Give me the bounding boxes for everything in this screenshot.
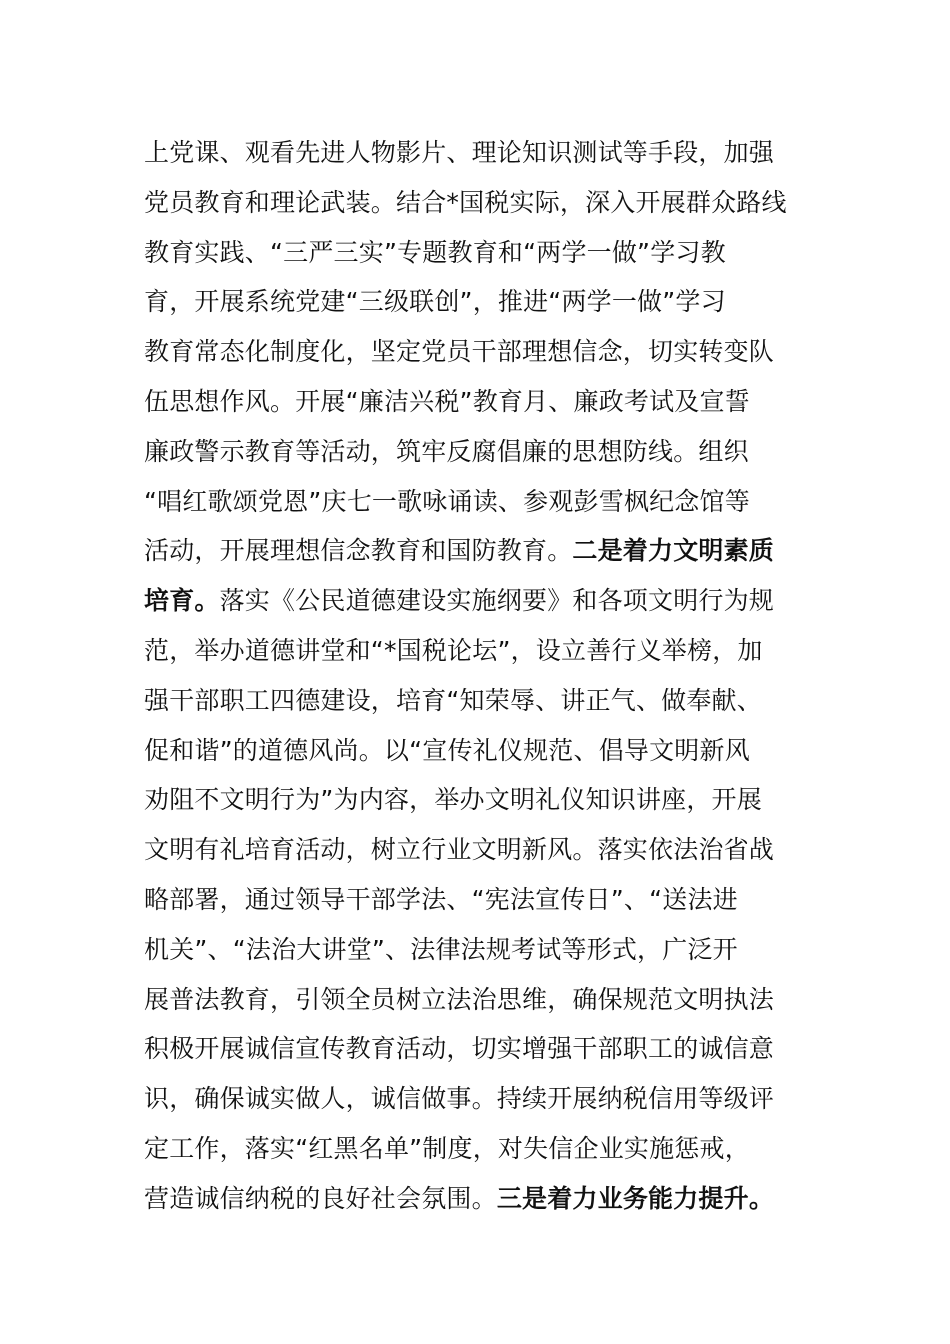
text-line	[144, 1074, 814, 1124]
body-text-segment: 教育常态化制度化，坚定党员干部理想信念，切实转变队	[144, 337, 775, 367]
body-text-segment: “唱红歌颂党恩”庆七一歌咏诵读、参观彭雪枫纪念馆等	[144, 486, 750, 516]
body-text-segment: 定工作，落实“红黑名单”制度，对失信企业实施惩戒，	[144, 1133, 750, 1163]
body-text-segment: 党员教育和理论武装。结合*国税实际，深入开展群众路线	[144, 187, 787, 217]
text-line	[144, 975, 814, 1025]
body-text-segment: 伍思想作风。开展“廉洁兴税”教育月、廉政考试及宣誓	[144, 386, 750, 416]
body-text-segment: 展普法教育，引领全员树立法治思维，确保规范文明执法	[144, 984, 775, 1014]
body-text-segment: 范，举办道德讲堂和“*国税论坛”，设立善行义举榜，加	[144, 635, 763, 665]
text-line	[144, 775, 814, 825]
text-line	[144, 1024, 814, 1074]
body-text-segment: 落实《公民道德建设实施纲要》和各项文明行为规	[219, 586, 775, 616]
text-line	[144, 1124, 814, 1174]
text-line	[144, 676, 814, 726]
text-line	[144, 825, 814, 875]
bold-heading-text: 培育。	[144, 586, 220, 616]
text-line	[144, 277, 814, 327]
text-line	[144, 925, 814, 975]
text-line	[144, 875, 814, 925]
body-text-segment: 教育实践、“三严三实”专题教育和“两学一做”学习教	[144, 237, 726, 267]
body-text-segment: 促和谐”的道德风尚。以“宣传礼仪规范、倡导文明新风	[144, 735, 750, 765]
body-text-segment: 营造诚信纳税的良好社会氛围。	[144, 1183, 497, 1213]
bold-heading-text: 二是着力文明素质	[572, 536, 775, 566]
body-text-segment: 廉政警示教育等活动，筑牢反腐倡廉的思想防线。组织	[144, 436, 749, 466]
text-line	[144, 576, 814, 626]
body-text-segment: 育，开展系统党建“三级联创”，推进“两学一做”学习	[144, 287, 726, 317]
body-text-segment: 略部署，通过领导干部学法、“宪法宣传日”、“送法进	[144, 884, 738, 914]
text-line	[144, 228, 814, 278]
body-text	[144, 128, 814, 1224]
text-line	[144, 626, 814, 676]
bold-heading-text: 三是着力业务能力提升。	[496, 1183, 775, 1213]
text-line	[144, 477, 814, 527]
text-line	[144, 427, 814, 477]
body-text-segment: 文明有礼培育活动，树立行业文明新风。落实依法治省战	[144, 835, 775, 865]
body-text-segment: 强干部职工四德建设，培育“知荣辱、讲正气、做奉献、	[144, 685, 762, 715]
text-line	[144, 526, 814, 576]
body-text-segment: 积极开展诚信宣传教育活动，切实增强干部职工的诚信意	[144, 1034, 775, 1064]
text-line	[144, 327, 814, 377]
text-line	[144, 1174, 814, 1224]
text-line	[144, 178, 814, 228]
text-line	[144, 377, 814, 427]
body-text-segment: 活动，开展理想信念教育和国防教育。	[144, 536, 573, 566]
text-line	[144, 128, 814, 178]
body-text-segment: 机关”、“法治大讲堂”、法律法规考试等形式，广泛开	[144, 934, 738, 964]
body-text-segment: 劝阻不文明行为”为内容，举办文明礼仪知识讲座，开展	[144, 785, 762, 815]
body-text-segment: 上党课、观看先进人物影片、理论知识测试等手段，加强	[144, 138, 775, 167]
body-text-segment: 识，确保诚实做人，诚信做事。持续开展纳税信用等级评	[144, 1084, 775, 1114]
text-line	[144, 726, 814, 776]
